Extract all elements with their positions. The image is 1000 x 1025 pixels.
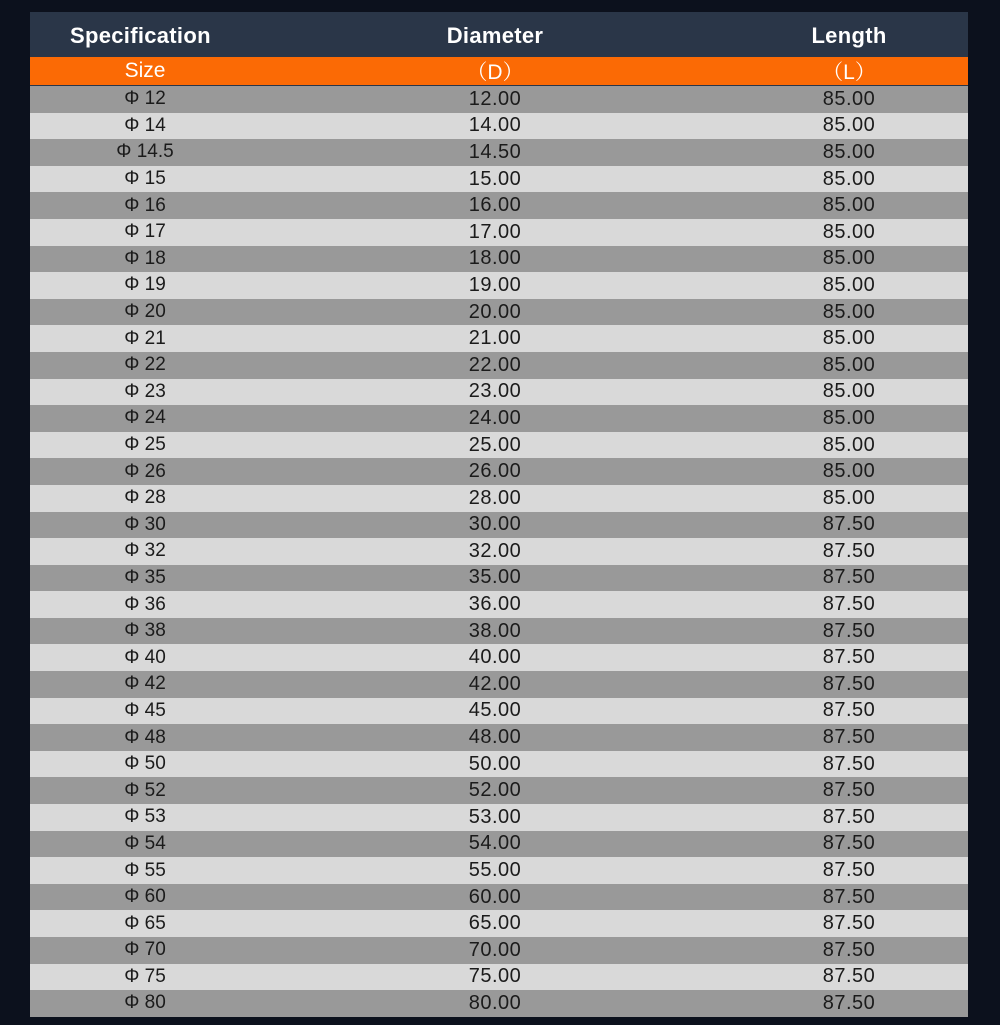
cell-length: 85.00 [822, 300, 876, 323]
table-row [30, 299, 968, 326]
table-header [30, 12, 968, 56]
cell-diameter: 14.50 [468, 140, 522, 163]
cell-length: 85.00 [822, 433, 876, 456]
table-body [30, 86, 968, 1017]
cell-diameter: 22.00 [468, 353, 522, 376]
cell-diameter: 52.00 [468, 779, 522, 802]
cell-specification: Φ 30 [124, 513, 166, 535]
cell-specification: Φ 42 [124, 673, 166, 695]
cell-length: 87.50 [822, 539, 876, 562]
cell-specification: Φ 48 [124, 726, 166, 748]
cell-specification: Φ 70 [124, 939, 166, 961]
table-row [30, 86, 968, 113]
cell-diameter: 38.00 [468, 619, 522, 642]
cell-specification: Φ 75 [124, 965, 166, 987]
cell-diameter: 40.00 [468, 646, 522, 669]
table-row [30, 804, 968, 831]
cell-length: 87.50 [822, 699, 876, 722]
table-row [30, 751, 968, 778]
cell-specification: Φ 36 [124, 593, 166, 615]
table-row [30, 139, 968, 166]
cell-specification: Φ 28 [124, 487, 166, 509]
cell-length: 87.50 [822, 779, 876, 802]
cell-diameter: 18.00 [468, 247, 522, 270]
subheader-length-unit: （L） [822, 61, 876, 84]
table-row [30, 352, 968, 379]
cell-length: 85.00 [822, 194, 876, 217]
cell-diameter: 32.00 [468, 539, 522, 562]
table-subheader [30, 57, 968, 85]
cell-specification: Φ 50 [124, 753, 166, 775]
header-length: Length [811, 23, 887, 48]
cell-diameter: 80.00 [468, 991, 522, 1014]
header-specification: Specification [70, 23, 211, 48]
cell-length: 85.00 [822, 380, 876, 403]
cell-length: 85.00 [822, 327, 876, 350]
cell-length: 85.00 [822, 406, 876, 429]
table-row [30, 990, 968, 1017]
cell-diameter: 30.00 [468, 513, 522, 536]
cell-specification: Φ 17 [124, 221, 166, 243]
cell-length: 87.50 [822, 513, 876, 536]
cell-diameter: 45.00 [468, 699, 522, 722]
table-row [30, 325, 968, 352]
cell-specification: Φ 55 [124, 859, 166, 881]
cell-specification: Φ 23 [124, 380, 166, 402]
cell-diameter: 23.00 [468, 380, 522, 403]
cell-specification: Φ 12 [124, 88, 166, 110]
cell-specification: Φ 16 [124, 194, 166, 216]
cell-specification: Φ 15 [124, 168, 166, 190]
table-row [30, 724, 968, 751]
cell-length: 87.50 [822, 619, 876, 642]
cell-specification: Φ 19 [124, 274, 166, 296]
cell-specification: Φ 38 [124, 620, 166, 642]
table-row [30, 485, 968, 512]
table-row [30, 644, 968, 671]
cell-specification: Φ 35 [124, 566, 166, 588]
table-row [30, 777, 968, 804]
cell-specification: Φ 45 [124, 699, 166, 721]
cell-specification: Φ 25 [124, 434, 166, 456]
cell-diameter: 60.00 [468, 885, 522, 908]
cell-specification: Φ 80 [124, 992, 166, 1014]
cell-length: 85.00 [822, 273, 876, 296]
cell-length: 85.00 [822, 247, 876, 270]
table-row [30, 671, 968, 698]
table-row [30, 246, 968, 273]
cell-specification: Φ 32 [124, 540, 166, 562]
table-row [30, 379, 968, 406]
cell-specification: Φ 14.5 [116, 141, 174, 163]
cell-diameter: 42.00 [468, 672, 522, 695]
table-row [30, 937, 968, 964]
table-row [30, 565, 968, 592]
table-row [30, 884, 968, 911]
table-row [30, 166, 968, 193]
table-row [30, 831, 968, 858]
cell-length: 87.50 [822, 646, 876, 669]
cell-diameter: 21.00 [468, 327, 522, 350]
cell-length: 85.00 [822, 87, 876, 110]
cell-length: 87.50 [822, 726, 876, 749]
cell-length: 87.50 [822, 752, 876, 775]
cell-diameter: 24.00 [468, 406, 522, 429]
cell-diameter: 17.00 [468, 220, 522, 243]
cell-specification: Φ 14 [124, 114, 166, 136]
cell-diameter: 65.00 [468, 912, 522, 935]
cell-length: 87.50 [822, 672, 876, 695]
cell-length: 85.00 [822, 486, 876, 509]
table-row [30, 272, 968, 299]
cell-specification: Φ 65 [124, 912, 166, 934]
cell-specification: Φ 22 [124, 354, 166, 376]
cell-diameter: 55.00 [468, 859, 522, 882]
table-row [30, 432, 968, 459]
cell-length: 87.50 [822, 965, 876, 988]
cell-diameter: 28.00 [468, 486, 522, 509]
cell-length: 87.50 [822, 859, 876, 882]
cell-diameter: 26.00 [468, 460, 522, 483]
cell-length: 87.50 [822, 991, 876, 1014]
cell-specification: Φ 20 [124, 301, 166, 323]
cell-diameter: 50.00 [468, 752, 522, 775]
cell-diameter: 36.00 [468, 593, 522, 616]
cell-specification: Φ 21 [124, 327, 166, 349]
cell-diameter: 20.00 [468, 300, 522, 323]
table-row [30, 964, 968, 991]
cell-length: 85.00 [822, 460, 876, 483]
cell-length: 87.50 [822, 566, 876, 589]
cell-specification: Φ 26 [124, 460, 166, 482]
cell-specification: Φ 40 [124, 646, 166, 668]
cell-length: 87.50 [822, 593, 876, 616]
table-row [30, 538, 968, 565]
cell-length: 85.00 [822, 353, 876, 376]
cell-diameter: 70.00 [468, 938, 522, 961]
table-row [30, 192, 968, 219]
table-row [30, 591, 968, 618]
table-row [30, 857, 968, 884]
cell-diameter: 25.00 [468, 433, 522, 456]
cell-specification: Φ 18 [124, 247, 166, 269]
cell-length: 87.50 [822, 805, 876, 828]
cell-specification: Φ 24 [124, 407, 166, 429]
cell-diameter: 16.00 [468, 194, 522, 217]
table-row [30, 219, 968, 246]
cell-diameter: 14.00 [468, 114, 522, 137]
cell-diameter: 53.00 [468, 805, 522, 828]
table-row [30, 113, 968, 140]
cell-length: 87.50 [822, 885, 876, 908]
table-row [30, 405, 968, 432]
cell-diameter: 35.00 [468, 566, 522, 589]
cell-length: 85.00 [822, 140, 876, 163]
cell-length: 87.50 [822, 938, 876, 961]
table-row [30, 618, 968, 645]
cell-length: 87.50 [822, 832, 876, 855]
cell-diameter: 75.00 [468, 965, 522, 988]
table-row [30, 512, 968, 539]
subheader-diameter-unit: （D） [466, 61, 524, 84]
cell-specification: Φ 54 [124, 832, 166, 854]
cell-diameter: 54.00 [468, 832, 522, 855]
cell-specification: Φ 53 [124, 806, 166, 828]
table-row [30, 698, 968, 725]
cell-specification: Φ 60 [124, 886, 166, 908]
cell-length: 85.00 [822, 220, 876, 243]
subheader-size: Size [124, 59, 166, 82]
cell-diameter: 15.00 [468, 167, 522, 190]
cell-length: 85.00 [822, 114, 876, 137]
cell-diameter: 19.00 [468, 273, 522, 296]
cell-diameter: 12.00 [468, 87, 522, 110]
cell-length: 85.00 [822, 167, 876, 190]
cell-length: 87.50 [822, 912, 876, 935]
table-row [30, 458, 968, 485]
spec-table [30, 12, 968, 1017]
table-row [30, 910, 968, 937]
cell-diameter: 48.00 [468, 726, 522, 749]
header-diameter: Diameter [446, 23, 544, 48]
cell-specification: Φ 52 [124, 779, 166, 801]
